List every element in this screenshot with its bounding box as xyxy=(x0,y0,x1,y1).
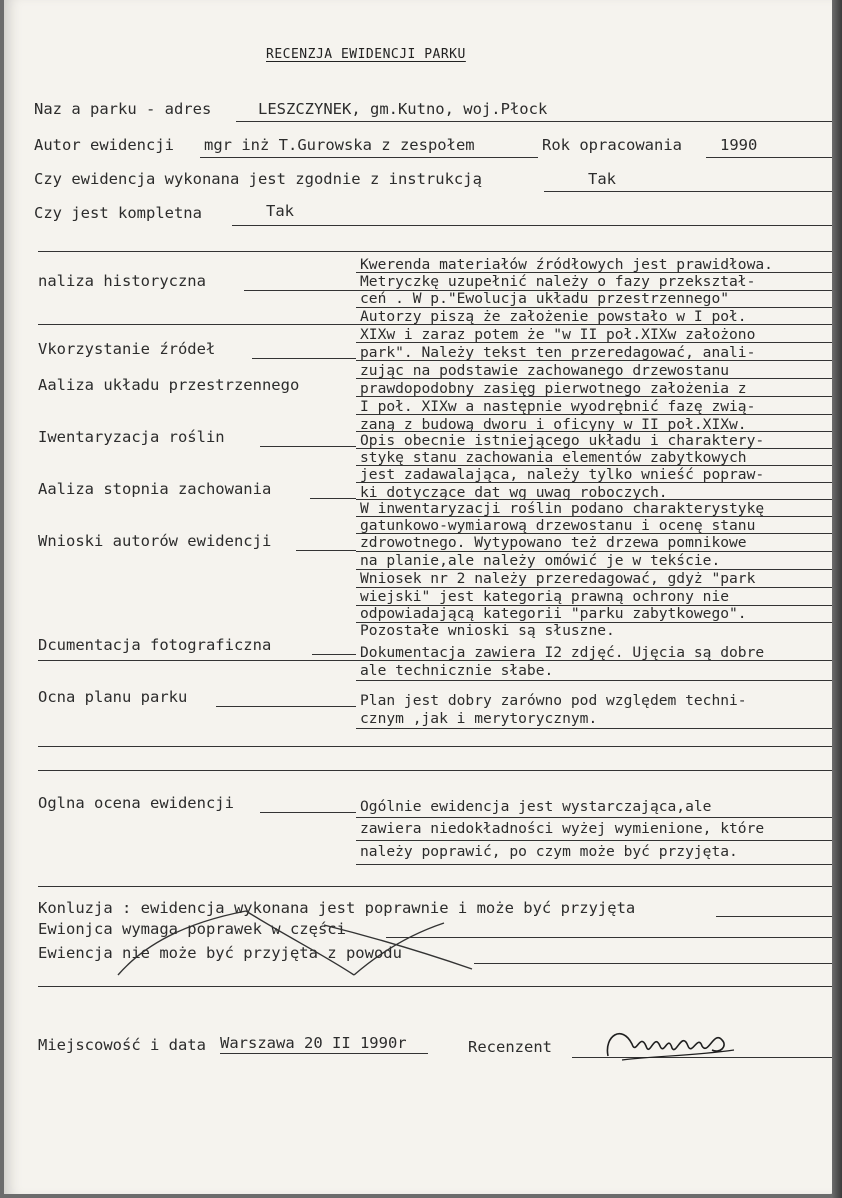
field-line xyxy=(216,706,356,707)
field-line xyxy=(310,498,356,499)
writing-line xyxy=(356,622,834,623)
field-line xyxy=(252,358,356,359)
writing-line xyxy=(38,770,834,771)
place-date-label: Miejscowość i data xyxy=(38,1036,206,1054)
reviewer-label: Recenzent xyxy=(468,1038,552,1056)
writing-line xyxy=(356,569,834,570)
instruction-compliance-label: Czy ewidencja wykonana jest zgodnie z instrukcją xyxy=(34,170,482,188)
field-line xyxy=(716,916,834,917)
review-line: Ogólnie ewidencja jest wystarczająca,ale xyxy=(360,798,712,815)
review-line: Opis obecnie istniejącego układu i charaktery- xyxy=(360,432,765,449)
writing-line xyxy=(38,746,834,747)
field-line xyxy=(706,157,834,158)
section-label-park-plan-assessment: Ocna planu parku xyxy=(38,688,188,706)
review-line: Wniosek nr 2 należy przeredagować, gdyż "park xyxy=(360,570,756,587)
field-line xyxy=(260,446,356,447)
document-sheet xyxy=(4,0,836,1194)
park-name-label: Naz a parku - adres xyxy=(34,100,212,118)
review-line: stykę stanu zachowania elementów zabytkowych xyxy=(360,449,747,466)
review-line: ale technicznie słabe. xyxy=(360,662,554,679)
review-line: zaną z budową dworu i oficyny w II poł.XIXw. xyxy=(360,416,747,433)
review-line: Kwerenda materiałów źródłowych jest prawidłowa. xyxy=(360,256,773,273)
field-line xyxy=(200,157,538,158)
field-line xyxy=(236,121,834,122)
field-line xyxy=(220,1053,428,1054)
writing-line xyxy=(356,414,834,415)
year-label: Rok opracowania xyxy=(542,136,682,154)
review-line: I poł. XIXw a następnie wyodrębnić fazę zwią- xyxy=(360,398,756,415)
field-line xyxy=(260,812,356,813)
field-line xyxy=(244,290,356,291)
review-line: W inwentaryzacji roślin podano charakterystykę xyxy=(360,500,765,517)
field-line xyxy=(232,225,834,226)
review-line: cznym ,jak i merytorycznym. xyxy=(360,710,598,727)
review-line: ki dotyczące dat wg uwag roboczych. xyxy=(360,484,668,501)
writing-line xyxy=(356,516,834,517)
place-date-value: Warszawa 20 II 1990r xyxy=(220,1034,407,1052)
section-label-preservation-state: Aaliza stopnia zachowania xyxy=(38,480,272,498)
writing-line xyxy=(38,324,834,325)
conclusion-line-accepted: Konluzja : ewidencja wykonana jest poprawnie i może być przyjęta xyxy=(38,899,636,917)
review-line: Autorzy piszą że założenie powstało w I poł. xyxy=(360,308,747,325)
writing-line xyxy=(356,587,834,588)
writing-line xyxy=(356,307,834,308)
writing-line xyxy=(356,448,834,449)
handwritten-strikethrough xyxy=(114,905,474,985)
section-label-plant-inventory: Iwentaryzacja roślin xyxy=(38,428,225,446)
writing-line xyxy=(356,342,834,343)
author-value: mgr inż T.Gurowska z zespołem xyxy=(204,136,475,154)
completeness-label: Czy jest kompletna xyxy=(34,204,202,222)
review-line: Plan jest dobry zarówno pod względem techni- xyxy=(360,692,747,709)
writing-line xyxy=(356,396,834,397)
section-label-sources-usage: Vkorzystanie źródeł xyxy=(38,340,216,358)
section-label-spatial-layout: Aaliza układu przestrzennego xyxy=(38,376,300,394)
field-line xyxy=(296,550,356,551)
review-line: XIXw i zaraz potem że "w II poł.XIXw założono xyxy=(360,326,756,343)
writing-line xyxy=(356,482,834,483)
review-line: prawdopodobny zasięg pierwotnego założenia z xyxy=(360,380,747,397)
writing-line xyxy=(356,728,834,729)
writing-line xyxy=(356,290,834,291)
section-label-photo-documentation: Dcumentacja fotograficzna xyxy=(38,636,272,654)
section-label-overall-assessment: Oglna ocena ewidencji xyxy=(38,794,234,812)
review-line: należy poprawić, po czym może być przyjęta. xyxy=(360,843,738,860)
field-line xyxy=(38,251,834,252)
writing-line xyxy=(356,378,834,379)
writing-line xyxy=(356,499,834,500)
year-value: 1990 xyxy=(720,136,758,154)
field-line xyxy=(544,191,834,192)
review-line: Pozostałe wnioski są słuszne. xyxy=(360,622,615,639)
writing-line xyxy=(356,864,834,865)
review-line: zawiera niedokładności wyżej wymienione, które xyxy=(360,820,765,837)
review-line: zując na podstawie zachowanego drzewostanu xyxy=(360,362,730,379)
document-title: RECENZJA EWIDENCJI PARKU xyxy=(266,47,466,62)
writing-line xyxy=(356,431,834,432)
section-label-historical-analysis: naliza historyczna xyxy=(38,272,206,290)
park-name-value: LESZCZYNEK, gm.Kutno, woj.Płock xyxy=(258,100,548,118)
review-line: zdrowotnego. Wytypowano też drzewa pomnikowe xyxy=(360,534,747,551)
writing-line xyxy=(356,272,834,273)
review-line: odpowiadającą kategorii "parku zabytkowego". xyxy=(360,605,747,622)
reviewer-signature xyxy=(602,1016,742,1066)
section-label-author-conclusions: Wnioski autorów ewidencji xyxy=(38,532,272,550)
review-line: park". Należy tekst ten przeredagować, anali- xyxy=(360,344,756,361)
writing-line xyxy=(356,533,834,534)
review-line: ceń . W p."Ewolucja układu przestrzennego" xyxy=(360,290,730,307)
review-line: gatunkowo-wymiarową drzewostanu i ocenę stanu xyxy=(360,517,756,534)
field-line xyxy=(312,654,356,655)
writing-line xyxy=(356,360,834,361)
review-line: Metryczkę uzupełnić należy o fazy przekształ- xyxy=(360,273,756,290)
field-line xyxy=(38,986,834,987)
conclusion-line-needs-corrections: Ewionjca wymaga poprawek w części xyxy=(38,920,346,938)
author-label: Autor ewidencji xyxy=(34,136,174,154)
review-line: Dokumentacja zawiera I2 zdjęć. Ujęcia są dobre xyxy=(360,644,765,661)
field-line xyxy=(474,963,834,964)
review-line: jest zadawalająca, należy tylko wnieść popraw- xyxy=(360,466,765,483)
writing-line xyxy=(38,886,834,887)
scan-edge xyxy=(832,0,842,1198)
writing-line xyxy=(356,680,834,681)
review-line: na planie,ale należy omówić je w tekście. xyxy=(360,552,721,569)
writing-line xyxy=(356,840,834,841)
writing-line xyxy=(356,551,834,552)
writing-line xyxy=(356,465,834,466)
writing-line xyxy=(38,660,834,661)
completeness-value: Tak xyxy=(266,202,294,220)
writing-line xyxy=(356,817,834,818)
writing-line xyxy=(356,605,834,606)
review-line: wiejski" jest kategorią prawną ochrony nie xyxy=(360,588,730,605)
conclusion-line-rejected: Ewiencja nie może być przyjęta z powodu xyxy=(38,944,402,962)
instruction-compliance-value: Tak xyxy=(588,170,616,188)
